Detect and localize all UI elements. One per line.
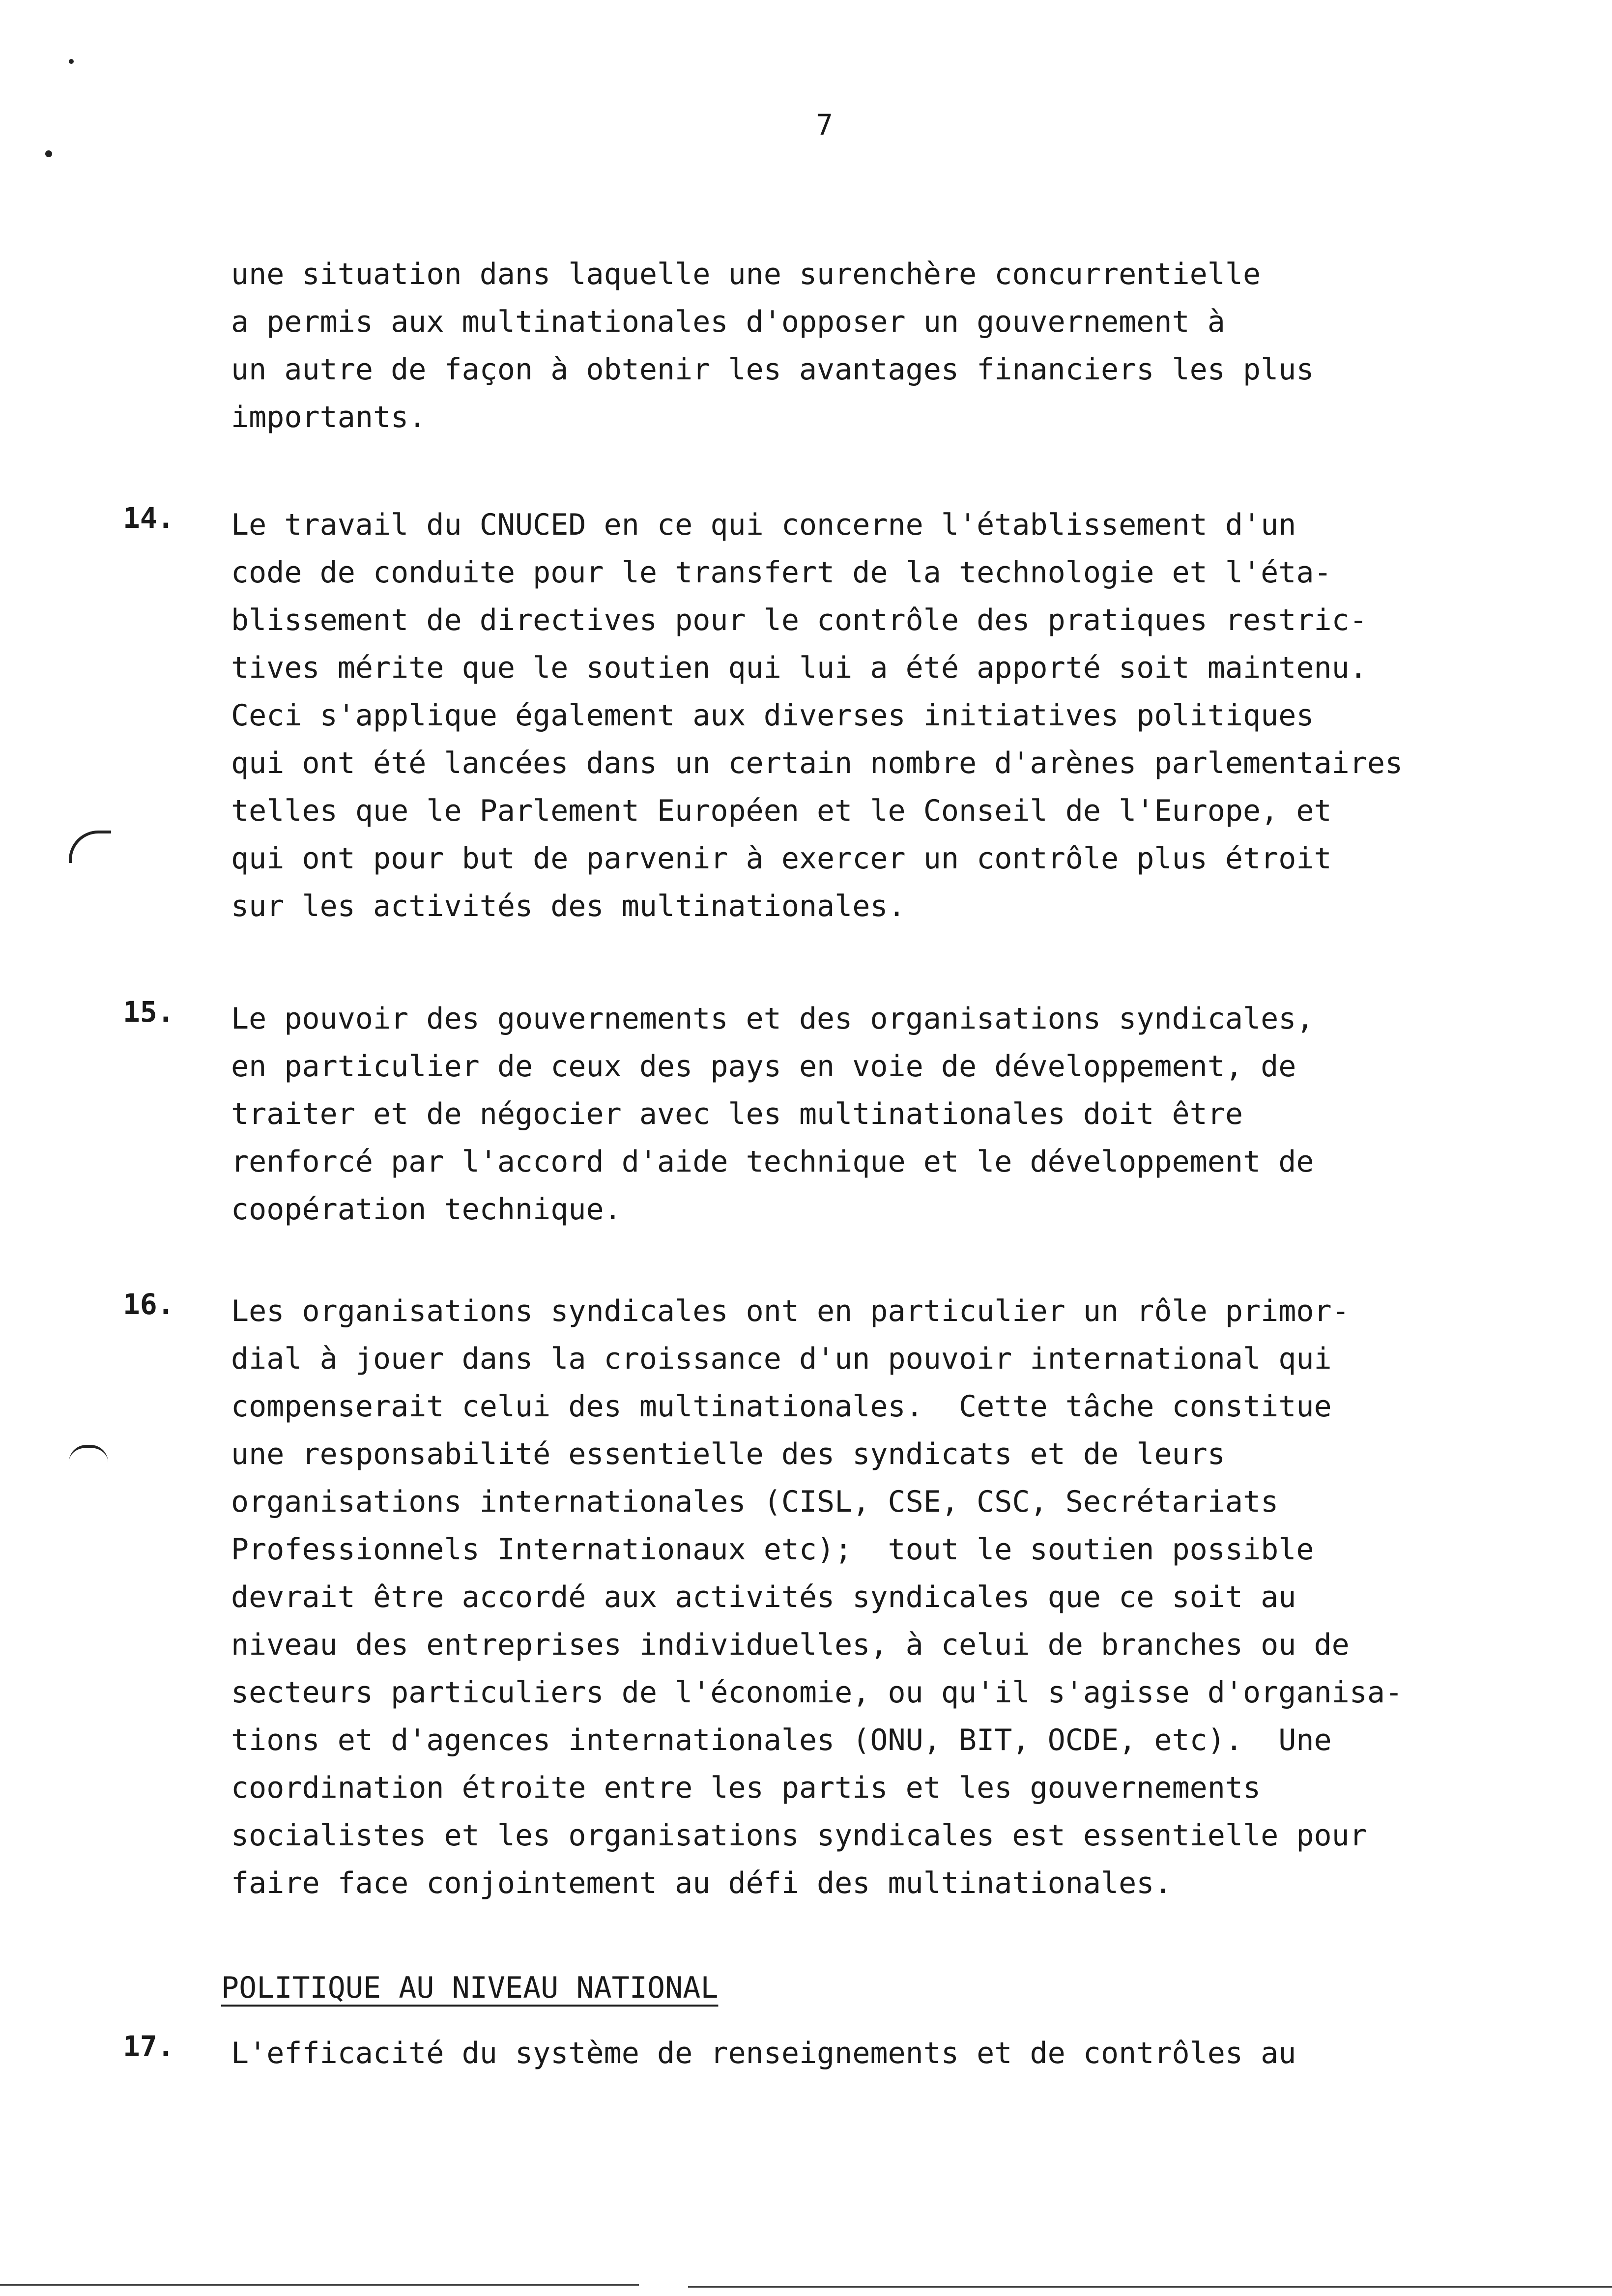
page-number: 7 — [816, 108, 833, 142]
text-line: coopération technique. — [231, 1192, 622, 1227]
page-edge-line — [0, 2284, 639, 2286]
text-line: dial à jouer dans la croissance d'un pouvoir international qui — [231, 1342, 1332, 1376]
text-line: L'efficacité du système de renseignements et de contrôles au — [231, 2036, 1296, 2070]
text-line: blissement de directives pour le contrôle des pratiques restric- — [231, 603, 1367, 637]
text-line: code de conduite pour le transfert de la technologie et l'éta- — [231, 555, 1332, 590]
text-line: niveau des entreprises individuelles, à celui de branches ou de — [231, 1628, 1350, 1662]
text-line: importants. — [231, 400, 427, 434]
text-line: qui ont pour but de parvenir à exercer un contrôle plus étroit — [231, 841, 1332, 876]
text-line: Les organisations syndicales ont en particulier un rôle primor- — [231, 1294, 1350, 1328]
margin-bracket-mark — [69, 1445, 108, 1463]
text-line: en particulier de ceux des pays en voie de développement, de — [231, 1049, 1296, 1084]
text-line: traiter et de négocier avec les multinationales doit être — [231, 1097, 1243, 1131]
paragraph-continuation — [231, 251, 1528, 441]
text-line: une responsabilité essentielle des syndicats et de leurs — [231, 1437, 1225, 1471]
text-line: telles que le Parlement Européen et le Conseil de l'Europe, et — [231, 794, 1332, 828]
paragraph-17 — [123, 2030, 1528, 2077]
text-line: a permis aux multinationales d'opposer un gouvernement à — [231, 305, 1225, 339]
text-line: Le travail du CNUCED en ce qui concerne l'établissement d'un — [231, 508, 1296, 542]
text-line: devrait être accordé aux activités syndicales que ce soit au — [231, 1580, 1296, 1614]
paragraph-16 — [123, 1288, 1528, 1907]
text-line: une situation dans laquelle une surenchère concurrentielle — [231, 257, 1261, 291]
paragraph-14 — [123, 501, 1528, 930]
text-line: coordination étroite entre les partis et les gouvernements — [231, 1771, 1261, 1805]
text-line: renforcé par l'accord d'aide technique et le développement de — [231, 1145, 1314, 1179]
text-line: faire face conjointement au défi des multinationales. — [231, 1866, 1172, 1900]
text-line: socialistes et les organisations syndicales est essentielle pour — [231, 1818, 1367, 1853]
paragraph-number: 17. — [123, 2030, 174, 2063]
section-heading: POLITIQUE AU NIVEAU NATIONAL — [221, 1971, 719, 2005]
scan-speck — [45, 150, 52, 157]
text-line: Ceci s'applique également aux diverses initiatives politiques — [231, 698, 1314, 733]
paragraph-number: 15. — [123, 995, 174, 1029]
text-line: un autre de façon à obtenir les avantages financiers les plus — [231, 352, 1314, 387]
text-line: Le pouvoir des gouvernements et des organisations syndicales, — [231, 1002, 1314, 1036]
text-line: compenserait celui des multinationales. Cette tâche constitue — [231, 1389, 1332, 1424]
paragraph-number: 16. — [123, 1288, 174, 1321]
text-line: qui ont été lancées dans un certain nombre d'arènes parlementaires — [231, 746, 1403, 780]
text-line: Professionnels Internationaux etc); tout le soutien possible — [231, 1532, 1314, 1567]
paragraph-15 — [123, 995, 1528, 1234]
text-line: tions et d'agences internationales (ONU, BIT, OCDE, etc). Une — [231, 1723, 1332, 1757]
text-line: tives mérite que le soutien qui lui a été apporté soit maintenu. — [231, 651, 1367, 685]
text-line: sur les activités des multinationales. — [231, 889, 906, 923]
text-line: secteurs particuliers de l'économie, ou qu'il s'agisse d'organisa- — [231, 1675, 1403, 1710]
scan-speck — [69, 59, 74, 64]
text-line: organisations internationales (CISL, CSE, CSC, Secrétariats — [231, 1485, 1279, 1519]
page-edge-line — [688, 2286, 1612, 2288]
paragraph-number: 14. — [123, 501, 174, 535]
margin-bracket-mark — [69, 831, 111, 863]
